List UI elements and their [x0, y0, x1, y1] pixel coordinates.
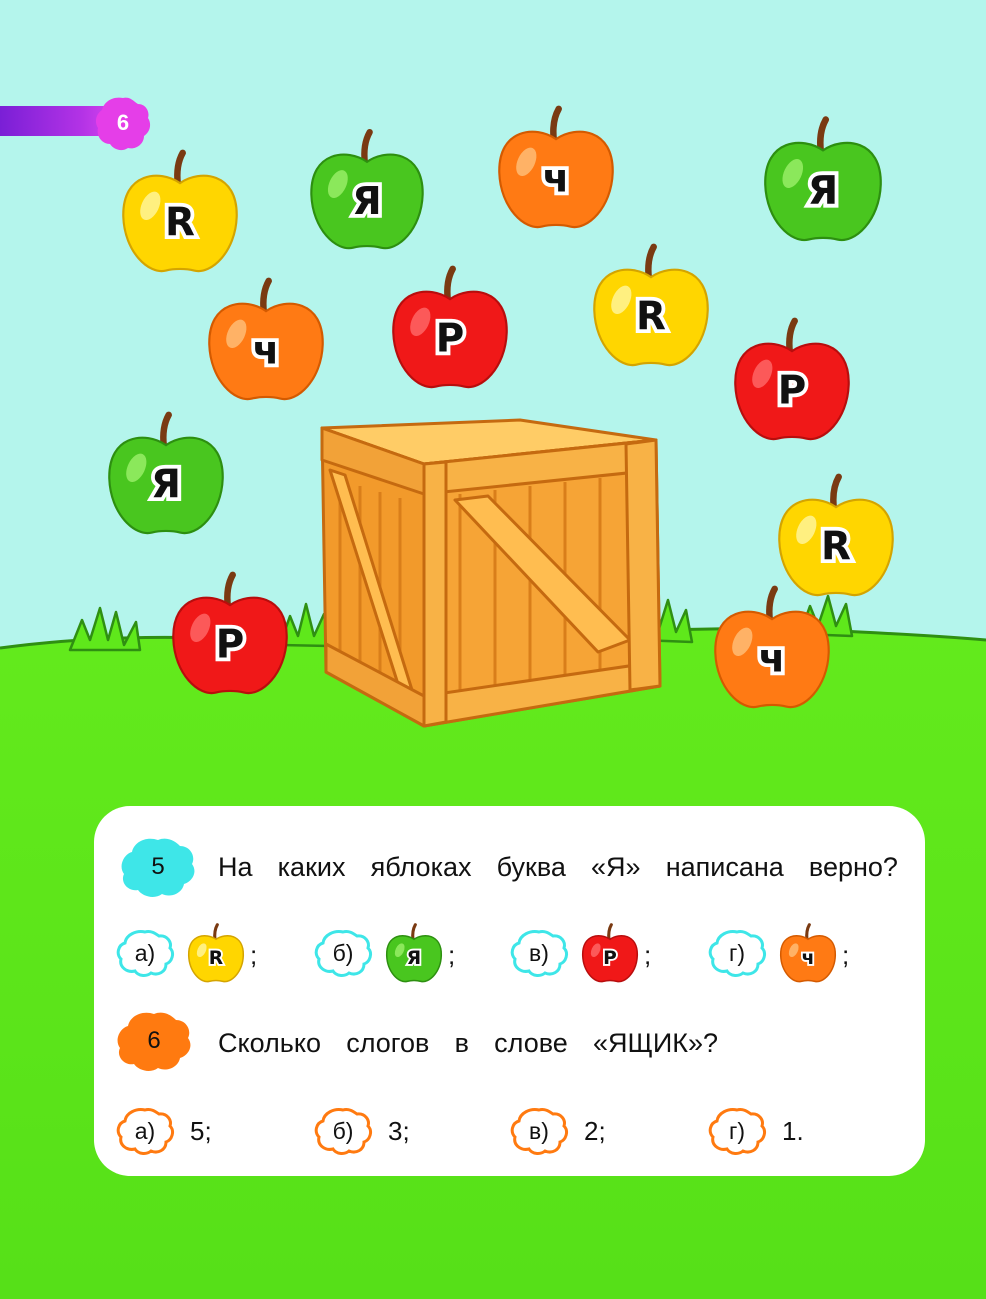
scene-apple-red: [735, 321, 848, 439]
task-5-number-badge: [118, 834, 198, 900]
task-5-option-1-apple: [184, 920, 248, 984]
task-6-number-badge: [114, 1008, 194, 1074]
scene-apple-orange: [499, 109, 612, 227]
apple-stem: [364, 132, 369, 163]
question-word: Сколько: [218, 1028, 321, 1058]
task-6-option-4-answer: 1.: [782, 1116, 804, 1146]
apple-stem: [215, 925, 218, 940]
question-word: в: [454, 1028, 469, 1058]
option-label-text: в): [529, 940, 549, 966]
wooden-crate: [322, 420, 660, 726]
apple-letter: Я: [807, 168, 839, 215]
task-6-option-1-label[interactable]: [114, 1106, 176, 1156]
question-word: слове: [494, 1028, 568, 1058]
apple-letter: Р: [435, 316, 465, 362]
task-5-option-4-label[interactable]: [706, 928, 768, 978]
question-word: «Я»: [591, 852, 641, 882]
task-6-option-1-answer: 5;: [190, 1116, 212, 1146]
task-5-option-1-label[interactable]: [114, 928, 176, 978]
question-word: верно?: [808, 852, 898, 882]
task-5-number: 5: [151, 853, 165, 880]
option-label-text: г): [728, 1118, 746, 1144]
option-label-text: г): [728, 940, 746, 966]
option-label-text: а): [134, 940, 156, 966]
task-6-option-3-label[interactable]: [508, 1106, 570, 1156]
option-label-text: а): [134, 1118, 156, 1144]
apple-letter: R: [821, 524, 851, 570]
question-word: каких: [277, 852, 346, 882]
question-word: яблоках: [370, 852, 472, 882]
apple-stem: [609, 925, 612, 940]
apple-letter: Р: [215, 622, 245, 668]
option-apple-yellow: [189, 925, 244, 982]
apple-letter: R: [208, 948, 224, 970]
option-separator: ;: [842, 940, 850, 970]
scene-apple-orange: [209, 281, 322, 399]
question-word: «ЯЩИК»?: [593, 1028, 718, 1058]
question-word: На: [218, 852, 253, 882]
apple-stem: [769, 589, 774, 620]
apple-letter: Я: [151, 462, 181, 508]
task-5-option-3-apple: [578, 920, 642, 984]
task-5-option-2-apple: [382, 920, 446, 984]
option-apple-orange: [781, 925, 836, 982]
task-6-question: [218, 1028, 718, 1059]
task-6-option-2-label[interactable]: [312, 1106, 374, 1156]
page-number: 6: [116, 110, 130, 135]
option-separator: ;: [448, 940, 456, 970]
apple-stem: [807, 925, 810, 940]
apple-letter: R: [165, 200, 195, 246]
apple-stem: [648, 247, 653, 278]
apple-stem: [789, 321, 794, 352]
option-label-text: б): [332, 1118, 354, 1144]
apple-letter: ч: [758, 636, 786, 682]
scene-apple-green: [311, 132, 422, 248]
task-6-number: 6: [147, 1027, 161, 1054]
question-word: слогов: [346, 1028, 430, 1058]
task-6-option-2-answer: 3;: [388, 1116, 410, 1146]
apple-stem: [447, 269, 452, 300]
task-6-option-3-answer: 2;: [584, 1116, 606, 1146]
question-word: написана: [665, 852, 784, 882]
scene-apple-red: [393, 269, 506, 387]
apple-stem: [820, 120, 825, 152]
scene-apple-yellow: [779, 477, 892, 595]
apple-stem: [227, 575, 232, 606]
scene-apple-yellow: [594, 247, 707, 365]
scene-apple-green: [765, 120, 881, 240]
option-apple-red: [583, 925, 638, 982]
task-5-option-3-label[interactable]: [508, 928, 570, 978]
apple-letter: R: [636, 294, 666, 340]
option-separator: ;: [644, 940, 652, 970]
apple-letter: Р: [777, 368, 807, 414]
scene-apple-yellow: [123, 153, 236, 271]
apple-stem: [163, 415, 168, 446]
option-separator: ;: [250, 940, 258, 970]
option-label-text: в): [529, 1118, 549, 1144]
apple-stem: [177, 153, 182, 184]
scene-apple-red: [173, 575, 286, 693]
option-label-text: б): [332, 940, 354, 966]
apple-stem: [263, 281, 268, 312]
scene-apple-green: [109, 415, 222, 533]
task-6-option-4-label[interactable]: [706, 1106, 768, 1156]
task-5-option-2-label[interactable]: [312, 928, 374, 978]
apple-stem: [413, 925, 416, 940]
question-word: буква: [496, 852, 566, 882]
task-5-option-4-apple: [776, 920, 840, 984]
task-5-question: [218, 852, 898, 883]
question-card: [94, 806, 925, 1176]
apple-letter: ч: [252, 328, 280, 374]
apple-letter: Р: [603, 948, 617, 970]
scene-apple-orange: [715, 589, 828, 707]
apple-stem: [833, 477, 838, 508]
apple-stem: [553, 109, 558, 140]
apple-letter: Я: [352, 179, 382, 224]
apple-letter: ч: [801, 948, 815, 970]
apple-letter: ч: [542, 156, 570, 202]
option-apple-green: [387, 925, 442, 982]
apple-letter: Я: [406, 948, 422, 970]
